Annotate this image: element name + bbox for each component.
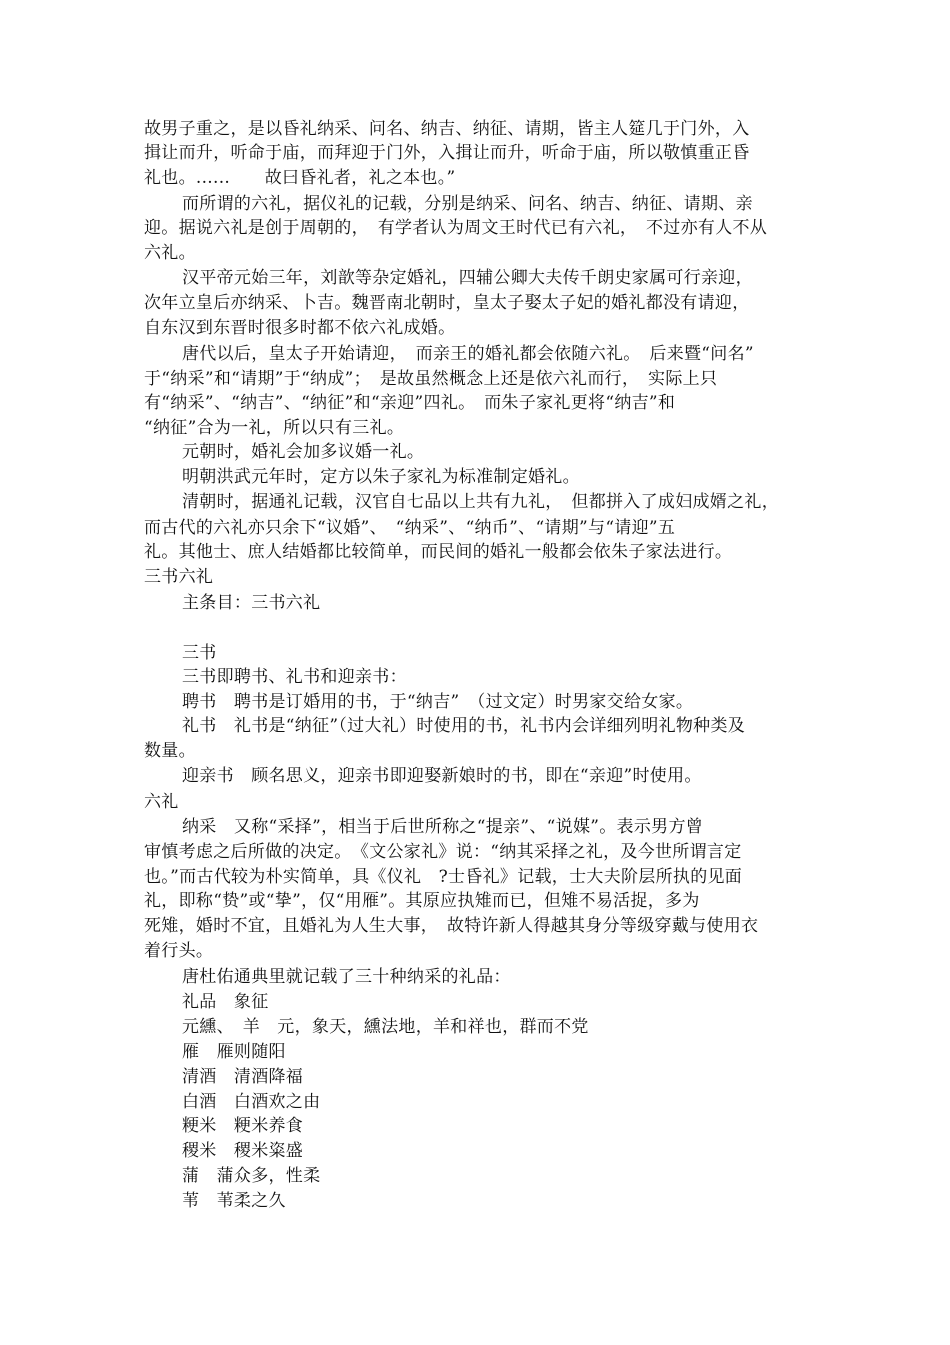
text-line: 死雉，婚时不宜，且婚礼为人生大事， 故特许新人得越其身分等级穿戴与使用衣 <box>144 916 759 936</box>
list-item: 白酒 白酒欢之由 <box>182 1092 321 1112</box>
text-line: 迎。据说六礼是创于周朝的， 有学者认为周文王时代已有六礼， 不过亦有人不从 <box>144 218 768 238</box>
text-line: 故男子重之，是以昏礼纳采、问名、纳吉、纳征、请期，皆主人筵几于门外，入 <box>144 119 750 139</box>
text-line: 而所谓的六礼，据仪礼的记载，分别是纳采、问名、纳吉、纳征、请期、亲 <box>182 194 753 214</box>
text-line: 着行头。 <box>144 941 214 961</box>
text-line: 礼也。...... 故曰昏礼者，礼之本也。” <box>144 168 456 188</box>
text-line: 于“纳采”和“请期”于“纳成”； 是故虽然概念上还是依六礼而行， 实际上只 <box>144 369 718 389</box>
section-heading: 三书六礼 <box>144 567 214 587</box>
text-line: 迎亲书 顾名思义，迎亲书即迎娶新娘时的书，即在“亲迎”时使用。 <box>182 766 702 786</box>
list-item: 雁 雁则随阳 <box>182 1042 286 1062</box>
text-line: 也。”而古代较为朴实简单，具《仪礼 ?士昏礼》记载，士大夫阶层所执的见面 <box>144 867 743 887</box>
text-line: 自东汉到东晋时很多时都不依六礼成婚。 <box>144 318 456 338</box>
subsection-heading: 三书 <box>182 643 217 663</box>
section-heading: 六礼 <box>144 792 179 812</box>
text-line: 主条目：三书六礼 <box>182 593 321 613</box>
text-line: 三书即聘书、礼书和迎亲书： <box>182 667 407 687</box>
text-line: 礼，即称“贽”或“挚”，仅“用雁”。其原应执雉而已，但雉不易活捉，多为 <box>144 891 700 911</box>
text-line: 明朝洪武元年时，定方以朱子家礼为标准制定婚礼。 <box>182 467 580 487</box>
text-line: 次年立皇后亦纳采、卜吉。魏晋南北朝时，皇太子娶太子妃的婚礼都没有请迎， <box>144 293 750 313</box>
list-item: 苇 苇柔之久 <box>182 1191 286 1211</box>
text-line: 有“纳采”、“纳吉”、“纳征”和“亲迎”四礼。 而朱子家礼更将“纳吉”和 <box>144 393 676 413</box>
text-line: 汉平帝元始三年，刘歆等杂定婚礼，四辅公卿大夫传千朗史家属可行亲迎， <box>182 268 753 288</box>
text-line: “纳征”合为一礼，所以只有三礼。 <box>144 418 405 438</box>
text-line: 纳采 又称“采择”，相当于后世所称之“提亲”、“说媒”。表示男方曾 <box>182 817 704 837</box>
text-line: 审慎考虑之后所做的决定。 《文公家礼》说：“纳其采择之礼，及今世所谓言定 <box>144 842 742 862</box>
list-item: 粳米 粳米养食 <box>182 1116 304 1136</box>
text-line: 清朝时，据通礼记载，汉官自七品以上共有九礼， 但都拼入了成妇成婿之礼， <box>182 492 779 512</box>
text-line: 揖让而升，听命于庙，而拜迎于门外，入揖让而升，听命于庙，所以敬慎重正昏 <box>144 143 750 163</box>
text-line: 聘书 聘书是订婚用的书，于“纳吉” （过文定）时男家交给女家。 <box>182 692 694 712</box>
text-line: 六礼。 <box>144 243 196 263</box>
text-line: 礼书 礼书是“纳征”（过大礼）时使用的书，礼书内会详细列明礼物种类及 <box>182 716 746 736</box>
list-item: 清酒 清酒降福 <box>182 1067 304 1087</box>
table-header: 礼品 象征 <box>182 992 269 1012</box>
text-line: 唐代以后，皇太子开始请迎， 而亲王的婚礼都会依随六礼。 后来暨“问名” <box>182 344 754 364</box>
list-item: 蒲 蒲众多，性柔 <box>182 1166 321 1186</box>
text-line: 元朝时，婚礼会加多议婚一礼。 <box>182 442 425 462</box>
text-line: 数量。 <box>144 741 196 761</box>
list-item: 元纁、 羊 元，象天，纁法地，羊和祥也，群而不党 <box>182 1017 589 1037</box>
list-item: 稷米 稷米粢盛 <box>182 1141 304 1161</box>
text-line: 而古代的六礼亦只余下“议婚”、 “纳采”、“纳币”、“请期”与“请迎”五 <box>144 518 676 538</box>
text-line: 礼。其他士、庶人结婚都比较简单，而民间的婚礼一般都会依朱子家法进行。 <box>144 542 733 562</box>
text-line: 唐杜佑通典里就记载了三十种纳采的礼品： <box>182 967 511 987</box>
